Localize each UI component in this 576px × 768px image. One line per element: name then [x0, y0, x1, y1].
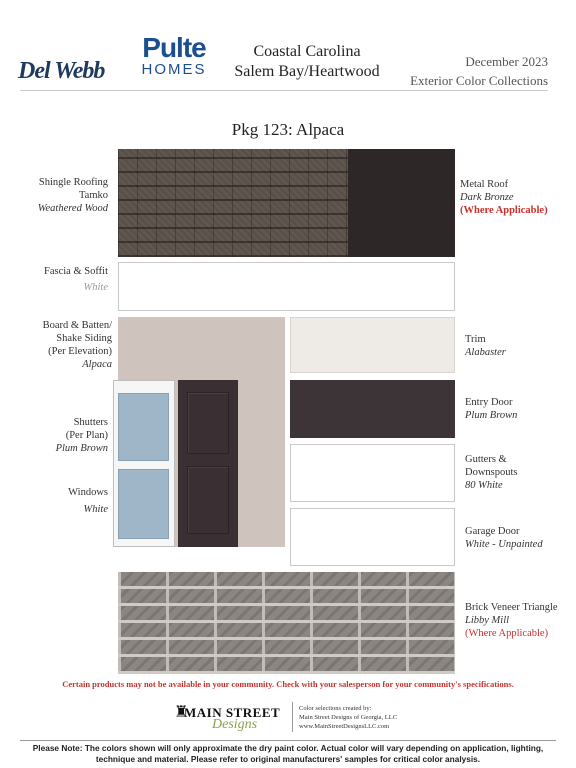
shutters-label-line1: Shutters — [73, 417, 108, 428]
shutters-label-line2: (Per Plan) — [65, 430, 108, 441]
logo-main-street: MAIN STREET — [184, 705, 281, 720]
window-lower-pane — [118, 469, 169, 539]
window-image — [113, 380, 175, 547]
shutter-lower-panel — [187, 466, 229, 534]
publish-date: December 2023 — [465, 54, 548, 69]
entry-door-swatch — [290, 380, 455, 438]
metal-roof-label-color: Dark Bronze — [460, 192, 514, 203]
entry-door-label — [465, 396, 565, 422]
community-region: Coastal Carolina — [253, 43, 361, 60]
window-upper-pane — [118, 393, 169, 461]
trim-label-name: Trim — [465, 334, 486, 345]
garage-door-swatch — [290, 508, 455, 566]
credit-line-3: www.MainStreetDesignsLLC.com — [299, 723, 390, 730]
trim-label-color: Alabaster — [465, 347, 506, 358]
gutters-swatch — [290, 444, 455, 502]
siding-label — [14, 319, 112, 371]
package-title: Pkg 123: Alpaca — [231, 120, 345, 139]
siding-label-color: Alpaca — [82, 359, 112, 370]
collection-title: Exterior Color Collections — [410, 73, 548, 88]
siding-label-line3: (Per Elevation) — [48, 346, 112, 357]
designer-credit — [299, 704, 397, 731]
fascia-label-color: White — [83, 282, 108, 293]
credit-line-2: Main Street Designs of Georgia, LLC — [299, 714, 398, 721]
trim-swatch — [290, 317, 455, 373]
fascia-label — [20, 265, 108, 294]
lamp-post-icon: ♜ — [174, 704, 189, 721]
del-webb-logo: Del Webb — [18, 58, 105, 84]
brick-label-color: Libby Mill — [465, 615, 510, 626]
shutters-label — [20, 416, 108, 455]
shingle-label-name: Shingle Roofing — [38, 177, 108, 188]
shutter-upper-panel — [187, 392, 229, 454]
credit-divider — [292, 702, 293, 732]
brick-label-note: (Where Applicable) — [465, 628, 549, 639]
community-neighborhood: Salem Bay/Heartwood — [234, 63, 380, 80]
entry-door-label-name: Entry Door — [465, 397, 513, 408]
garage-door-label — [465, 525, 570, 551]
fascia-label-name: Fascia & Soffit — [44, 266, 108, 277]
shingle-label-color: Weathered Wood — [37, 203, 108, 214]
metal-roof-label-name: Metal Roof — [460, 179, 509, 190]
logo-designs-script: Designs — [212, 717, 258, 732]
brick-veneer-swatch — [118, 572, 455, 674]
shutter-image — [178, 380, 238, 547]
footer-divider — [20, 740, 556, 741]
windows-label-name: Windows — [68, 487, 108, 498]
gutters-label — [465, 453, 565, 492]
availability-disclaimer: Certain products may not be available in your community. Check with your salesperson for your community's specifications. — [62, 679, 514, 689]
garage-door-label-name: Garage Door — [465, 526, 520, 537]
gutters-label-color: 80 White — [465, 480, 503, 491]
metal-roof-label — [460, 178, 570, 217]
entry-door-label-color: Plum Brown — [465, 410, 518, 421]
brick-label-name: Brick Veneer Triangle — [465, 602, 558, 613]
metal-roof-swatch — [348, 149, 455, 257]
pulte-homes-logo — [138, 34, 210, 86]
color-accuracy-note: Please Note: The colors shown will only approximate the dry paint color. Actual color will vary depending on application, lighting, technique and material. Please refer to original manufacturers' samples for critical color analysis. — [32, 743, 544, 764]
shingle-roof-swatch — [118, 149, 348, 257]
fascia-soffit-swatch — [118, 262, 455, 311]
siding-label-line2: Shake Siding — [56, 333, 112, 344]
community-name — [222, 42, 392, 82]
gutters-label-line1: Gutters & — [465, 454, 507, 465]
date-block — [388, 52, 548, 90]
windows-label — [20, 486, 108, 516]
brick-label — [465, 601, 573, 640]
pulte-logo-wordmark: Pulte — [142, 32, 206, 63]
shingle-label — [20, 176, 108, 215]
windows-label-color: White — [83, 504, 108, 515]
shingle-label-brand: Tamko — [78, 190, 108, 201]
main-street-designs-logo — [172, 700, 287, 736]
garage-door-label-color: White - Unpainted — [465, 539, 543, 550]
siding-label-line1: Board & Batten/ — [42, 320, 112, 331]
shutters-label-color: Plum Brown — [55, 443, 108, 454]
header-divider — [20, 90, 548, 91]
pulte-logo-homes: HOMES — [141, 61, 207, 78]
gutters-label-line2: Downspouts — [465, 467, 518, 478]
trim-label — [465, 333, 565, 359]
metal-roof-label-note: (Where Applicable) — [460, 205, 548, 216]
credit-line-1: Color selections created by: — [299, 705, 372, 712]
